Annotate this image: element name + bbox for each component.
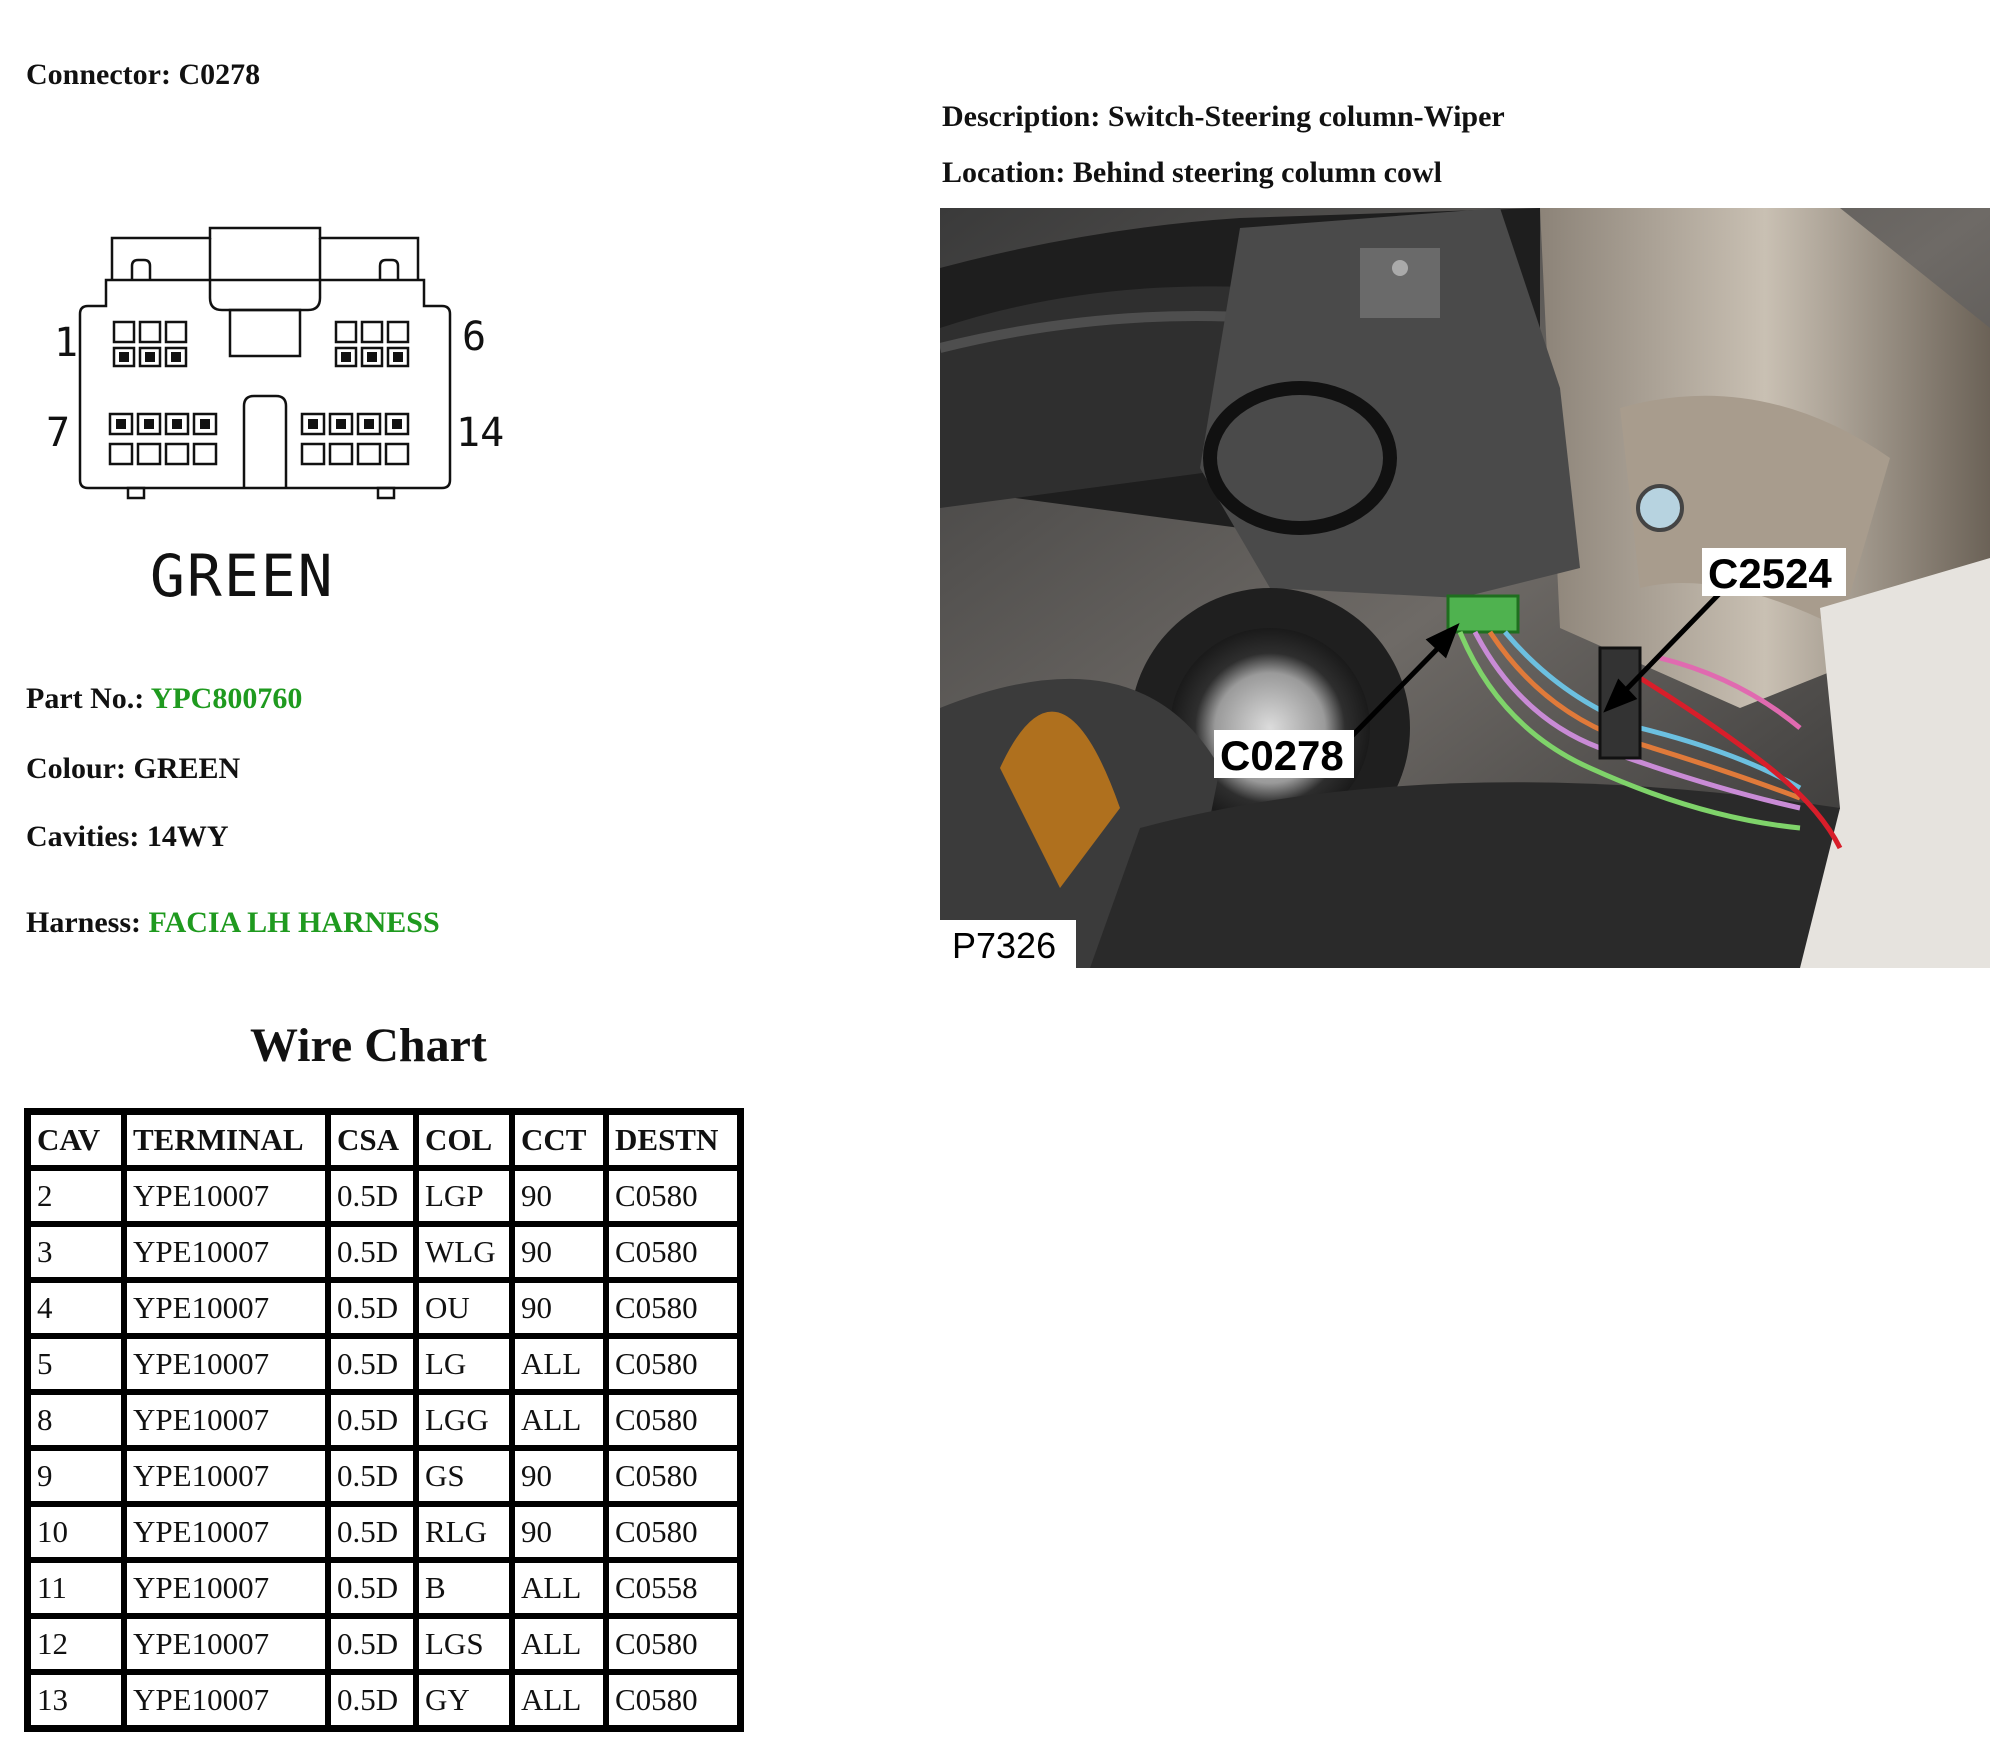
connector-id: C0278: [178, 58, 261, 91]
table-row: [28, 1672, 740, 1728]
cell-destn: C0580: [606, 1280, 740, 1336]
cell-col: GY: [416, 1672, 512, 1728]
cell-csa: 0.5D: [328, 1336, 416, 1392]
pin-label-1: 1: [54, 320, 79, 366]
cell-cct: ALL: [512, 1672, 606, 1728]
cell-col: WLG: [416, 1224, 512, 1280]
cell-col: B: [416, 1560, 512, 1616]
description-label: Description:: [942, 100, 1101, 133]
cell-terminal: YPE10007: [124, 1392, 328, 1448]
pin-label-6: 6: [462, 314, 487, 360]
header-destn: DESTN: [606, 1112, 740, 1168]
table-row: [28, 1392, 740, 1448]
cell-col: LGP: [416, 1168, 512, 1224]
part-number-link[interactable]: YPC800760: [150, 682, 303, 715]
connector-face-diagram: [40, 218, 530, 518]
table-row: [28, 1336, 740, 1392]
callout-c0278: C0278: [1220, 732, 1344, 779]
harness-link[interactable]: FACIA LH HARNESS: [148, 906, 440, 939]
cell-cav: 12: [28, 1616, 124, 1672]
part-number-label: Part No.:: [26, 682, 145, 715]
location: [942, 156, 1442, 190]
cell-terminal: YPE10007: [124, 1616, 328, 1672]
cell-csa: 0.5D: [328, 1560, 416, 1616]
diagram-colour-label: GREEN: [150, 542, 335, 610]
table-row: [28, 1168, 740, 1224]
cell-cav: 9: [28, 1448, 124, 1504]
cell-col: OU: [416, 1280, 512, 1336]
cell-cct: ALL: [512, 1336, 606, 1392]
cell-cav: 3: [28, 1224, 124, 1280]
cell-destn: C0580: [606, 1336, 740, 1392]
cell-csa: 0.5D: [328, 1504, 416, 1560]
header-csa: CSA: [328, 1112, 416, 1168]
cell-terminal: YPE10007: [124, 1224, 328, 1280]
cell-destn: C0580: [606, 1224, 740, 1280]
wire-chart-header-row: [28, 1112, 740, 1168]
cell-csa: 0.5D: [328, 1672, 416, 1728]
cell-csa: 0.5D: [328, 1616, 416, 1672]
cavities-value: 14WY: [146, 820, 229, 853]
table-row: [28, 1224, 740, 1280]
cell-cct: 90: [512, 1504, 606, 1560]
cell-cav: 4: [28, 1280, 124, 1336]
cell-cct: 90: [512, 1448, 606, 1504]
cell-destn: C0580: [606, 1504, 740, 1560]
cell-cav: 5: [28, 1336, 124, 1392]
cell-col: LG: [416, 1336, 512, 1392]
colour: [26, 752, 240, 786]
pin-label-14: 14: [456, 410, 505, 456]
callout-c2524: C2524: [1708, 550, 1832, 597]
cell-csa: 0.5D: [328, 1448, 416, 1504]
cell-col: GS: [416, 1448, 512, 1504]
cell-destn: C0580: [606, 1168, 740, 1224]
cell-terminal: YPE10007: [124, 1448, 328, 1504]
cell-cct: 90: [512, 1168, 606, 1224]
description-value: Switch-Steering column-Wiper: [1107, 100, 1505, 133]
wire-chart-title: Wire Chart: [250, 1019, 487, 1072]
table-row: [28, 1448, 740, 1504]
cell-cct: ALL: [512, 1392, 606, 1448]
cell-col: RLG: [416, 1504, 512, 1560]
cell-terminal: YPE10007: [124, 1336, 328, 1392]
colour-label: Colour:: [26, 752, 126, 785]
harness: [26, 906, 440, 940]
cell-csa: 0.5D: [328, 1392, 416, 1448]
cell-destn: C0558: [606, 1560, 740, 1616]
wire-chart-table: [24, 1108, 744, 1732]
photo-id: P7326: [952, 925, 1057, 966]
cell-destn: C0580: [606, 1672, 740, 1728]
location-value: Behind steering column cowl: [1072, 156, 1442, 189]
cell-destn: C0580: [606, 1448, 740, 1504]
cell-csa: 0.5D: [328, 1168, 416, 1224]
cell-cct: 90: [512, 1224, 606, 1280]
part-number: [26, 682, 302, 716]
cell-cav: 13: [28, 1672, 124, 1728]
header-cct: CCT: [512, 1112, 606, 1168]
cell-csa: 0.5D: [328, 1280, 416, 1336]
header-cav: CAV: [28, 1112, 124, 1168]
cell-cct: ALL: [512, 1560, 606, 1616]
location-label: Location:: [942, 156, 1066, 189]
colour-value: GREEN: [133, 752, 241, 785]
cell-col: LGG: [416, 1392, 512, 1448]
table-row: [28, 1280, 740, 1336]
cell-cct: ALL: [512, 1616, 606, 1672]
cell-destn: C0580: [606, 1392, 740, 1448]
cell-terminal: YPE10007: [124, 1504, 328, 1560]
connector-title: [26, 58, 260, 92]
cell-destn: C0580: [606, 1616, 740, 1672]
cell-csa: 0.5D: [328, 1224, 416, 1280]
cell-terminal: YPE10007: [124, 1168, 328, 1224]
header-col: COL: [416, 1112, 512, 1168]
table-row: [28, 1560, 740, 1616]
header-terminal: TERMINAL: [124, 1112, 328, 1168]
cell-cav: 8: [28, 1392, 124, 1448]
cell-col: LGS: [416, 1616, 512, 1672]
connector-label: Connector:: [26, 58, 171, 91]
cavities-label: Cavities:: [26, 820, 140, 853]
cavities: [26, 820, 228, 854]
table-row: [28, 1504, 740, 1560]
cell-terminal: YPE10007: [124, 1672, 328, 1728]
harness-label: Harness:: [26, 906, 141, 939]
cell-cav: 2: [28, 1168, 124, 1224]
pin-label-7: 7: [46, 410, 71, 456]
description: [942, 100, 1505, 134]
cell-terminal: YPE10007: [124, 1560, 328, 1616]
cell-cav: 11: [28, 1560, 124, 1616]
cell-cav: 10: [28, 1504, 124, 1560]
cell-terminal: YPE10007: [124, 1280, 328, 1336]
location-photo: [940, 208, 1990, 968]
cell-cct: 90: [512, 1280, 606, 1336]
table-row: [28, 1616, 740, 1672]
